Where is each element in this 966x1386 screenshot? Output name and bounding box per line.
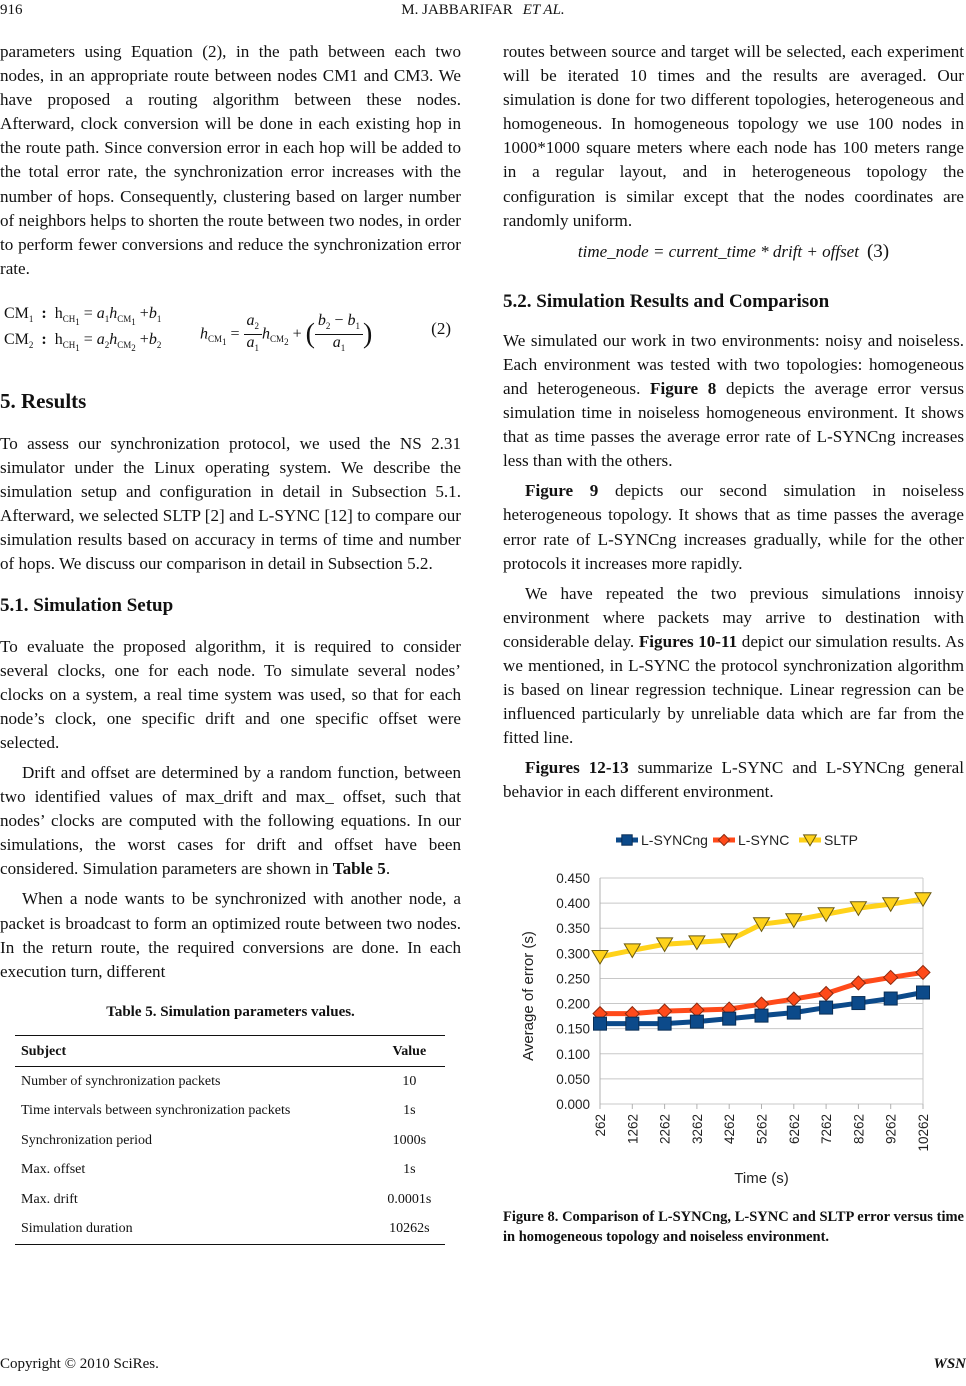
y-tick-label: 0.450	[556, 870, 590, 886]
paragraph: We simulated our work in two environments: noisy and noiseless. Each environment was tested with two topologies: homogeneous and heterogeneous. Figure 8 depicts the average error versus simulation time in noiseless homogeneous environment. It shows that as time passes the average error rate of L-SYNCng increases less than with the others.	[503, 330, 964, 471]
cell-value: 10	[402, 1073, 417, 1089]
cell-value: 0.0001s	[387, 1191, 432, 1207]
legend-marker	[622, 834, 632, 844]
cell-value: 1000s	[392, 1132, 427, 1148]
legend-label: L-SYNC	[738, 831, 790, 848]
x-tick-label: 4262	[722, 1113, 738, 1144]
y-tick-label: 0.250	[556, 970, 590, 986]
legend-label: SLTP	[824, 831, 858, 848]
data-point-l-syncng	[852, 996, 865, 1009]
x-tick-label: 7262	[819, 1113, 835, 1144]
y-tick-label: 0.350	[556, 920, 590, 936]
running-head	[0, 2, 966, 19]
data-point-l-syncng	[658, 1017, 671, 1030]
journal-name: WSN	[933, 1356, 966, 1372]
x-tick-label: 8262	[851, 1113, 867, 1144]
paragraph: To assess our synchronization protocol, we used the NS 2.31 simulator under the Linux operating system. We describe the simulation setup and configuration in detail in Subsection 5.1. Afterward, we selected SLTP [2] and L-SYNC [12] to compare our simulation results based on accuracy in terms of time and number of hops. We discuss our comparison in detail in Subsection 5.2.	[0, 433, 461, 574]
x-tick-label: 3262	[689, 1113, 705, 1144]
left-column	[0, 40, 461, 1245]
equation-line-1: $CM_1$ : $h_{CH_1} = a_1h_{CM_1} +b_1$	[4, 304, 162, 327]
equation-number: (2)	[431, 318, 451, 338]
x-tick-label: 9262	[883, 1113, 899, 1144]
data-point-l-syncng	[690, 1015, 703, 1028]
authors: M. JABBARIFAR	[401, 2, 513, 18]
cell-subject: Max. drift	[21, 1191, 78, 1207]
figure-ref: Figure 9	[525, 481, 599, 501]
table-row	[15, 1126, 445, 1156]
x-tick-label: 1262	[625, 1113, 641, 1144]
paragraph: To evaluate the proposed algorithm, it is required to consider several clocks, one for each node. To simulate several nodes’ clocks on a system, a real time system was used, so that for each node’s clock, one specific drift and one specific offset were selected.	[0, 636, 461, 752]
cell-subject: Max. offset	[21, 1162, 86, 1178]
cell-subject: Simulation duration	[15, 1214, 374, 1244]
y-tick-label: 0.200	[556, 996, 590, 1012]
figure-caption: Figure 8. Comparison of L-SYNCng, L-SYNC and SLTP error versus time in homogeneous topology and noiseless environment.	[503, 1208, 964, 1245]
data-point-l-sync	[819, 986, 833, 1000]
cell-value: 1s	[403, 1103, 416, 1119]
table-ref: Table 5	[332, 859, 386, 879]
x-axis-label: Time (s)	[734, 1169, 789, 1187]
table-row	[15, 1155, 445, 1185]
paragraph: We have repeated the two previous simulations innoisy environment where packets may arrive to destination with considerable delay. Figures 10-11 depict our simulation results. As we mentioned, in L-SYNC the protocol synchronization algorithm is based on linear regression technique. Linear regression can be influenced particularly by unreliable data which are far from the fitted line.	[503, 583, 964, 748]
page-number: 916	[0, 2, 23, 18]
y-tick-label: 0.000	[556, 1096, 590, 1112]
x-tick-label: 5262	[754, 1113, 770, 1144]
equation-2	[0, 299, 461, 369]
et-al: ET AL.	[522, 2, 565, 18]
figure-ref: Figure 8	[650, 378, 717, 398]
cell-subject: Synchronization period	[21, 1132, 153, 1148]
x-tick-label: 2262	[657, 1113, 673, 1144]
subsection-heading: 5.1. Simulation Setup	[0, 594, 174, 616]
equation-3	[503, 241, 964, 277]
parameters-table	[15, 1035, 445, 1245]
table-caption: Table 5. Simulation parameters values.	[106, 1003, 355, 1020]
cell-subject: Number of synchronization packets	[21, 1073, 221, 1089]
equation-rhs: $h_{CM_1}$ = $\frac{a_2}{a_1}$ $h_{CM_2}$ + ( $\frac{b_2 - b_1}{a_1}$ )	[200, 311, 373, 354]
legend-label: L-SYNCng	[641, 831, 708, 848]
column-header: Value	[374, 1035, 445, 1066]
data-point-l-syncng	[820, 1001, 833, 1014]
subsection-heading: 5.2. Simulation Results and Comparison	[503, 290, 830, 312]
y-tick-label: 0.300	[556, 945, 590, 961]
data-point-l-syncng	[594, 1017, 607, 1030]
data-point-l-syncng	[755, 1009, 768, 1022]
data-point-l-syncng	[723, 1012, 736, 1025]
cell-value: 1s	[403, 1162, 416, 1178]
table-row	[15, 1096, 445, 1126]
paragraph: parameters using Equation (2), in the path between each two nodes, in an appropriate route between nodes CM1 and CM3. We have proposed a routing algorithm between these nodes. Afterward, clock conversion will be done in each existing hop in the route path. Since conversion error in each hop will be added to the total error rate, the synchronization error increases with the number of hops. Consequently, clustering based on larger number of neighbors helps to shorten the route between two nodes, in order to perform fewer conversions and reduce the synchronization error rate.	[0, 42, 461, 278]
paragraph: Drift and offset are determined by a random function, between two identified values of max_drift and max_ offset, such that nodes’ clocks are computed with the following equations. In our simulations, the worst cases for drift and offset have been considered. Simulation parameters are shown in Table 5.	[0, 762, 461, 879]
line-chart	[503, 819, 964, 1199]
copyright: Copyright © 2010 SciRes.	[0, 1356, 159, 1372]
y-tick-label: 0.100	[556, 1046, 590, 1062]
page-header	[0, 0, 966, 30]
column-header: Subject	[15, 1035, 374, 1066]
x-tick-label: 6262	[786, 1113, 802, 1144]
y-tick-label: 0.050	[556, 1071, 590, 1087]
equation-line-2: $CM_2$ : $h_{CH_1} = a_2h_{CM_2} +b_2$	[4, 330, 162, 353]
cell-value: 10262s	[374, 1214, 445, 1244]
table-row	[15, 1214, 445, 1244]
equation-number: (3)	[866, 240, 890, 262]
paragraph: Figures 12-13 summarize L-SYNC and L-SYNCng general behavior in each different environment.	[503, 758, 964, 802]
data-point-l-sync	[658, 1004, 672, 1018]
paragraph: When a node wants to be synchronized with another node, a packet is broadcast to form an optimized route between two nodes. In the return route, the required conversions are done. In each execution turn, different	[0, 889, 461, 981]
section-heading: 5. Results	[0, 388, 87, 413]
paragraph: Figure 9 depicts our second simulation in noiseless heterogeneous topology. It shows that as time passes the average error rate of L-SYNCng increases gradually, while for the other protocols it increases more rapidly.	[503, 481, 964, 573]
y-tick-label: 0.400	[556, 895, 590, 911]
data-point-l-sync	[916, 965, 930, 979]
data-point-l-syncng	[787, 1006, 800, 1019]
table-header-row	[15, 1035, 445, 1066]
x-tick-label: 10262	[916, 1113, 931, 1152]
x-tick-label: 262	[593, 1113, 608, 1137]
table-row	[15, 1066, 445, 1096]
y-axis-label: Average of error (s)	[520, 930, 537, 1061]
data-point-l-sync	[884, 970, 898, 984]
cell-subject: Time intervals between synchronization packets	[21, 1103, 291, 1119]
legend-marker	[718, 834, 729, 845]
figure-ref: Figures 10-11	[638, 631, 738, 651]
table-row	[15, 1185, 445, 1215]
equation-text: time_node = current_time * drift + offset	[577, 241, 859, 261]
figure-ref: Figures 12-13	[525, 758, 629, 778]
data-point-l-syncng	[884, 992, 897, 1005]
paragraph: routes between source and target will be selected, each experiment will be iterated 10 times and the results are averaged. Our simulation is done for two different topologies, heterogeneous and homogeneous. In homogeneous topology we use 100 nodes in 1000*1000 square meters where each node has 100 meters range in a regular layout, and in heterogeneous topology the configuration is similar except that the nodes coordinates are randomly uniform.	[503, 42, 964, 230]
y-tick-label: 0.150	[556, 1021, 590, 1037]
data-point-l-syncng	[626, 1017, 639, 1030]
right-column	[503, 40, 964, 1247]
data-point-l-syncng	[917, 986, 930, 999]
